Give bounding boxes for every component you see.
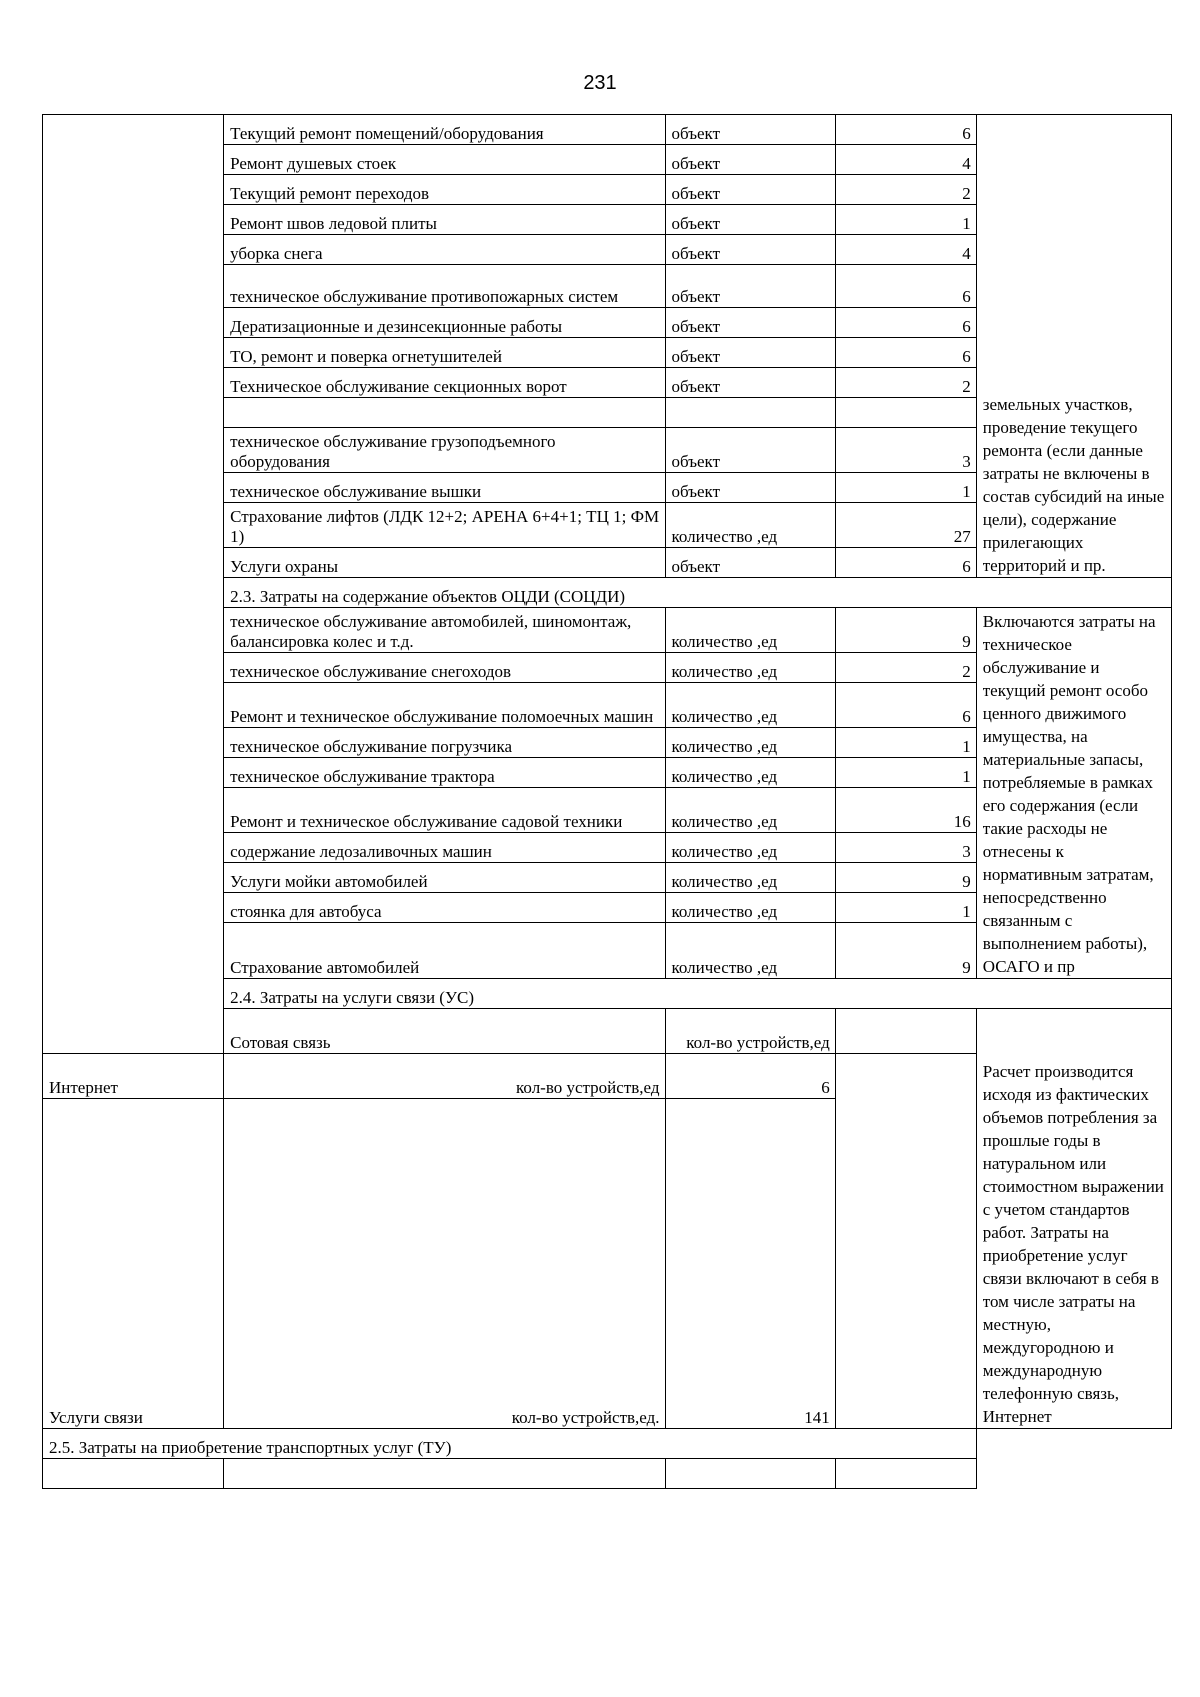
row-unit — [665, 398, 835, 428]
row-qty: 1 — [835, 728, 976, 758]
row-qty: 1 — [835, 758, 976, 788]
row-qty: 27 — [835, 503, 976, 548]
row-name: Услуги охраны — [224, 548, 665, 578]
row-qty — [835, 1009, 976, 1054]
cost-table — [42, 114, 1172, 1489]
row-qty: 6 — [835, 265, 976, 308]
row-unit: объект — [665, 175, 835, 205]
row-qty — [835, 398, 976, 428]
row-unit: объект — [665, 265, 835, 308]
row-unit: кол-во устройств,ед. — [224, 1099, 665, 1429]
row-unit: объект — [665, 428, 835, 473]
row-unit: кол-во устройств,ед — [665, 1009, 835, 1054]
page-number: 231 — [583, 72, 617, 94]
row-qty: 6 — [835, 115, 976, 145]
row-name — [43, 1459, 224, 1489]
row-unit: количество ,ед — [665, 503, 835, 548]
row-unit: объект — [665, 548, 835, 578]
section-title: 2.4. Затраты на услуги связи (УС) — [224, 979, 1172, 1009]
section-title: 2.3. Затраты на содержание объектов ОЦДИ (СОЦДИ) — [224, 578, 1172, 608]
section-header-2-5 — [43, 1429, 1172, 1459]
row-qty: 141 — [665, 1099, 835, 1429]
row-qty: 1 — [835, 473, 976, 503]
row-qty: 6 — [835, 548, 976, 578]
row-unit: объект — [665, 235, 835, 265]
row-name: техническое обслуживание снегоходов — [224, 653, 665, 683]
row-unit: объект — [665, 473, 835, 503]
row-qty: 6 — [665, 1054, 835, 1099]
row-unit: количество ,ед — [665, 728, 835, 758]
row-unit: количество ,ед — [665, 863, 835, 893]
row-unit: объект — [665, 308, 835, 338]
section-2-4-note: Расчет производится исходя из фактических объемов потребления за прошлые годы в натуральном или стоимостном выражении с учетом стандартов работ. Затраты на приобретение услуг связи включают в себя в том числе затраты на местную, междугородною и международную телефонную связь, Интернет — [976, 1009, 1171, 1429]
row-name: Текущий ремонт переходов — [224, 175, 665, 205]
row-unit: объект — [665, 145, 835, 175]
row-unit: объект — [665, 205, 835, 235]
row-name: Дератизационные и дезинсекционные работы — [224, 308, 665, 338]
row-name: Интернет — [43, 1054, 224, 1099]
row-name: Ремонт и техническое обслуживание поломоечных машин — [224, 683, 665, 728]
row-qty: 6 — [835, 683, 976, 728]
row-name: Сотовая связь — [224, 1009, 665, 1054]
row-unit: количество ,ед — [665, 608, 835, 653]
row-unit: количество ,ед — [665, 788, 835, 833]
row-qty: 4 — [835, 145, 976, 175]
row-qty: 16 — [835, 788, 976, 833]
row-name: Страхование лифтов (ЛДК 12+2; АРЕНА 6+4+1; ТЦ 1; ФМ 1) — [224, 503, 665, 548]
row-unit: количество ,ед — [665, 758, 835, 788]
row-qty: 4 — [835, 235, 976, 265]
row-name: техническое обслуживание автомобилей, шиномонтаж, балансировка колес и т.д. — [224, 608, 665, 653]
row-name: Ремонт и техническое обслуживание садовой техники — [224, 788, 665, 833]
row-name: Техническое обслуживание секционных ворот — [224, 368, 665, 398]
row-name: техническое обслуживание грузоподъемного оборудования — [224, 428, 665, 473]
row-qty: 1 — [835, 205, 976, 235]
row-qty: 1 — [835, 893, 976, 923]
row-qty: 9 — [835, 923, 976, 979]
row-name: Ремонт швов ледовой плиты — [224, 205, 665, 235]
row-unit: объект — [665, 338, 835, 368]
row-name: стоянка для автобуса — [224, 893, 665, 923]
row-qty: 9 — [835, 863, 976, 893]
row-qty: 6 — [835, 338, 976, 368]
row-name: Ремонт душевых стоек — [224, 145, 665, 175]
row-name: Текущий ремонт помещений/оборудования — [224, 115, 665, 145]
row-qty: 6 — [835, 308, 976, 338]
row-name: Услуги связи — [43, 1099, 224, 1429]
row-name: уборка снега — [224, 235, 665, 265]
row-name: ТО, ремонт и поверка огнетушителей — [224, 338, 665, 368]
table-row — [43, 115, 1172, 145]
row-unit: объект — [665, 368, 835, 398]
row-name: техническое обслуживание трактора — [224, 758, 665, 788]
row-qty: 2 — [835, 175, 976, 205]
left-blank-column — [43, 115, 224, 1054]
row-name: Страхование автомобилей — [224, 923, 665, 979]
block1-note: земельных участков, проведение текущего ремонта (если данные затраты не включены в состав субсидий на иные цели), содержание прилегающих территорий и пр. — [976, 115, 1171, 578]
row-qty: 9 — [835, 608, 976, 653]
row-qty: 3 — [835, 833, 976, 863]
row-name: Услуги мойки автомобилей — [224, 863, 665, 893]
row-name: техническое обслуживание вышки — [224, 473, 665, 503]
row-name — [224, 398, 665, 428]
row-qty: 3 — [835, 428, 976, 473]
row-note — [835, 1459, 976, 1489]
row-name: техническое обслуживание противопожарных систем — [224, 265, 665, 308]
row-unit: кол-во устройств,ед — [224, 1054, 665, 1099]
row-name: техническое обслуживание погрузчика — [224, 728, 665, 758]
row-qty — [665, 1459, 835, 1489]
row-qty: 2 — [835, 653, 976, 683]
row-unit: количество ,ед — [665, 653, 835, 683]
table-row-empty — [43, 1459, 1172, 1489]
row-unit: количество ,ед — [665, 923, 835, 979]
row-unit: количество ,ед — [665, 683, 835, 728]
row-name: содержание ледозаливочных машин — [224, 833, 665, 863]
row-unit: количество ,ед — [665, 833, 835, 863]
row-qty: 2 — [835, 368, 976, 398]
section-title: 2.5. Затраты на приобретение транспортных услуг (ТУ) — [43, 1429, 977, 1459]
section-2-3-note: Включаются затраты на техническое обслуживание и текущий ремонт особо ценного движимого имущества, на материальные запасы, потребляемые в рамках его содержания (если такие расходы не отнесены к нормативным затратам, непосредственно связанным с выполнением работы), ОСАГО и пр — [976, 608, 1171, 979]
row-unit: количество ,ед — [665, 893, 835, 923]
row-unit — [224, 1459, 665, 1489]
row-unit: объект — [665, 115, 835, 145]
